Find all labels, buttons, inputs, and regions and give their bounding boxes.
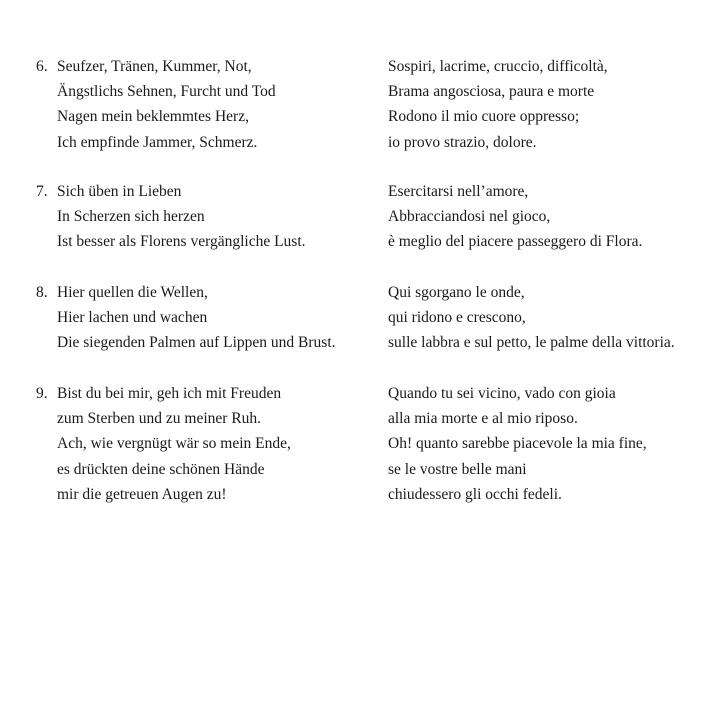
german-line: Die siegenden Palmen auf Lippen und Brust.: [57, 334, 336, 352]
italian-line: qui ridono e crescono,: [388, 309, 526, 327]
stanza-number: 7.: [36, 183, 48, 200]
italian-line: è meglio del piacere passeggero di Flora.: [388, 233, 643, 251]
italian-line: Sospiri, lacrime, cruccio, difficoltà,: [388, 58, 608, 75]
stanza-number: 9.: [36, 385, 48, 402]
italian-line: sulle labbra e sul petto, le palme della vittoria.: [388, 334, 675, 352]
italian-line: Oh! quanto sarebbe piacevole la mia fine,: [388, 435, 647, 453]
german-line: zum Sterben und zu meiner Ruh.: [57, 410, 262, 428]
german-line: Ist besser als Florens vergängliche Lust.: [57, 233, 306, 251]
german-line: Ach, wie vergnügt wär so mein Ende,: [57, 435, 291, 453]
german-line: es drückten deine schönen Hände: [57, 460, 265, 478]
italian-text: [388, 54, 708, 155]
italian-line: Esercitarsi nell’amore,: [388, 183, 529, 200]
german-text: [57, 179, 377, 255]
german-line: Hier quellen die Wellen,: [57, 284, 208, 301]
italian-text: [388, 179, 708, 255]
italian-text: [388, 280, 708, 356]
german-line: Hier lachen und wachen: [57, 309, 208, 327]
italian-line: chiudessero gli occhi fedeli.: [388, 485, 562, 503]
stanza-number: 6.: [36, 58, 48, 75]
german-line: mir die getreuen Augen zu!: [57, 485, 227, 503]
stanza-number: 8.: [36, 284, 48, 301]
german-text: [57, 54, 377, 155]
italian-line: Abbracciandosi nel gioco,: [388, 208, 551, 226]
german-text: [57, 381, 377, 507]
italian-line: Quando tu sei vicino, vado con gioia: [388, 385, 616, 402]
italian-line: io provo strazio, dolore.: [388, 133, 537, 151]
italian-text: [388, 381, 708, 507]
german-line: In Scherzen sich herzen: [57, 208, 205, 226]
german-line: Sich üben in Lieben: [57, 183, 182, 200]
german-line: Bist du bei mir, geh ich mit Freuden: [57, 385, 282, 402]
italian-line: se le vostre belle mani: [388, 460, 527, 478]
german-line: Ich empfinde Jammer, Schmerz.: [57, 133, 258, 151]
german-line: Nagen mein beklemmtes Herz,: [57, 108, 249, 126]
italian-line: Rodono il mio cuore oppresso;: [388, 108, 580, 126]
german-line: Ängstlichs Sehnen, Furcht und Tod: [57, 83, 276, 101]
italian-line: Brama angosciosa, paura e morte: [388, 83, 595, 101]
german-text: [57, 280, 377, 356]
italian-line: alla mia morte e al mio riposo.: [388, 410, 578, 428]
italian-line: Qui sgorgano le onde,: [388, 284, 525, 301]
german-line: Seufzer, Tränen, Kummer, Not,: [57, 58, 252, 75]
